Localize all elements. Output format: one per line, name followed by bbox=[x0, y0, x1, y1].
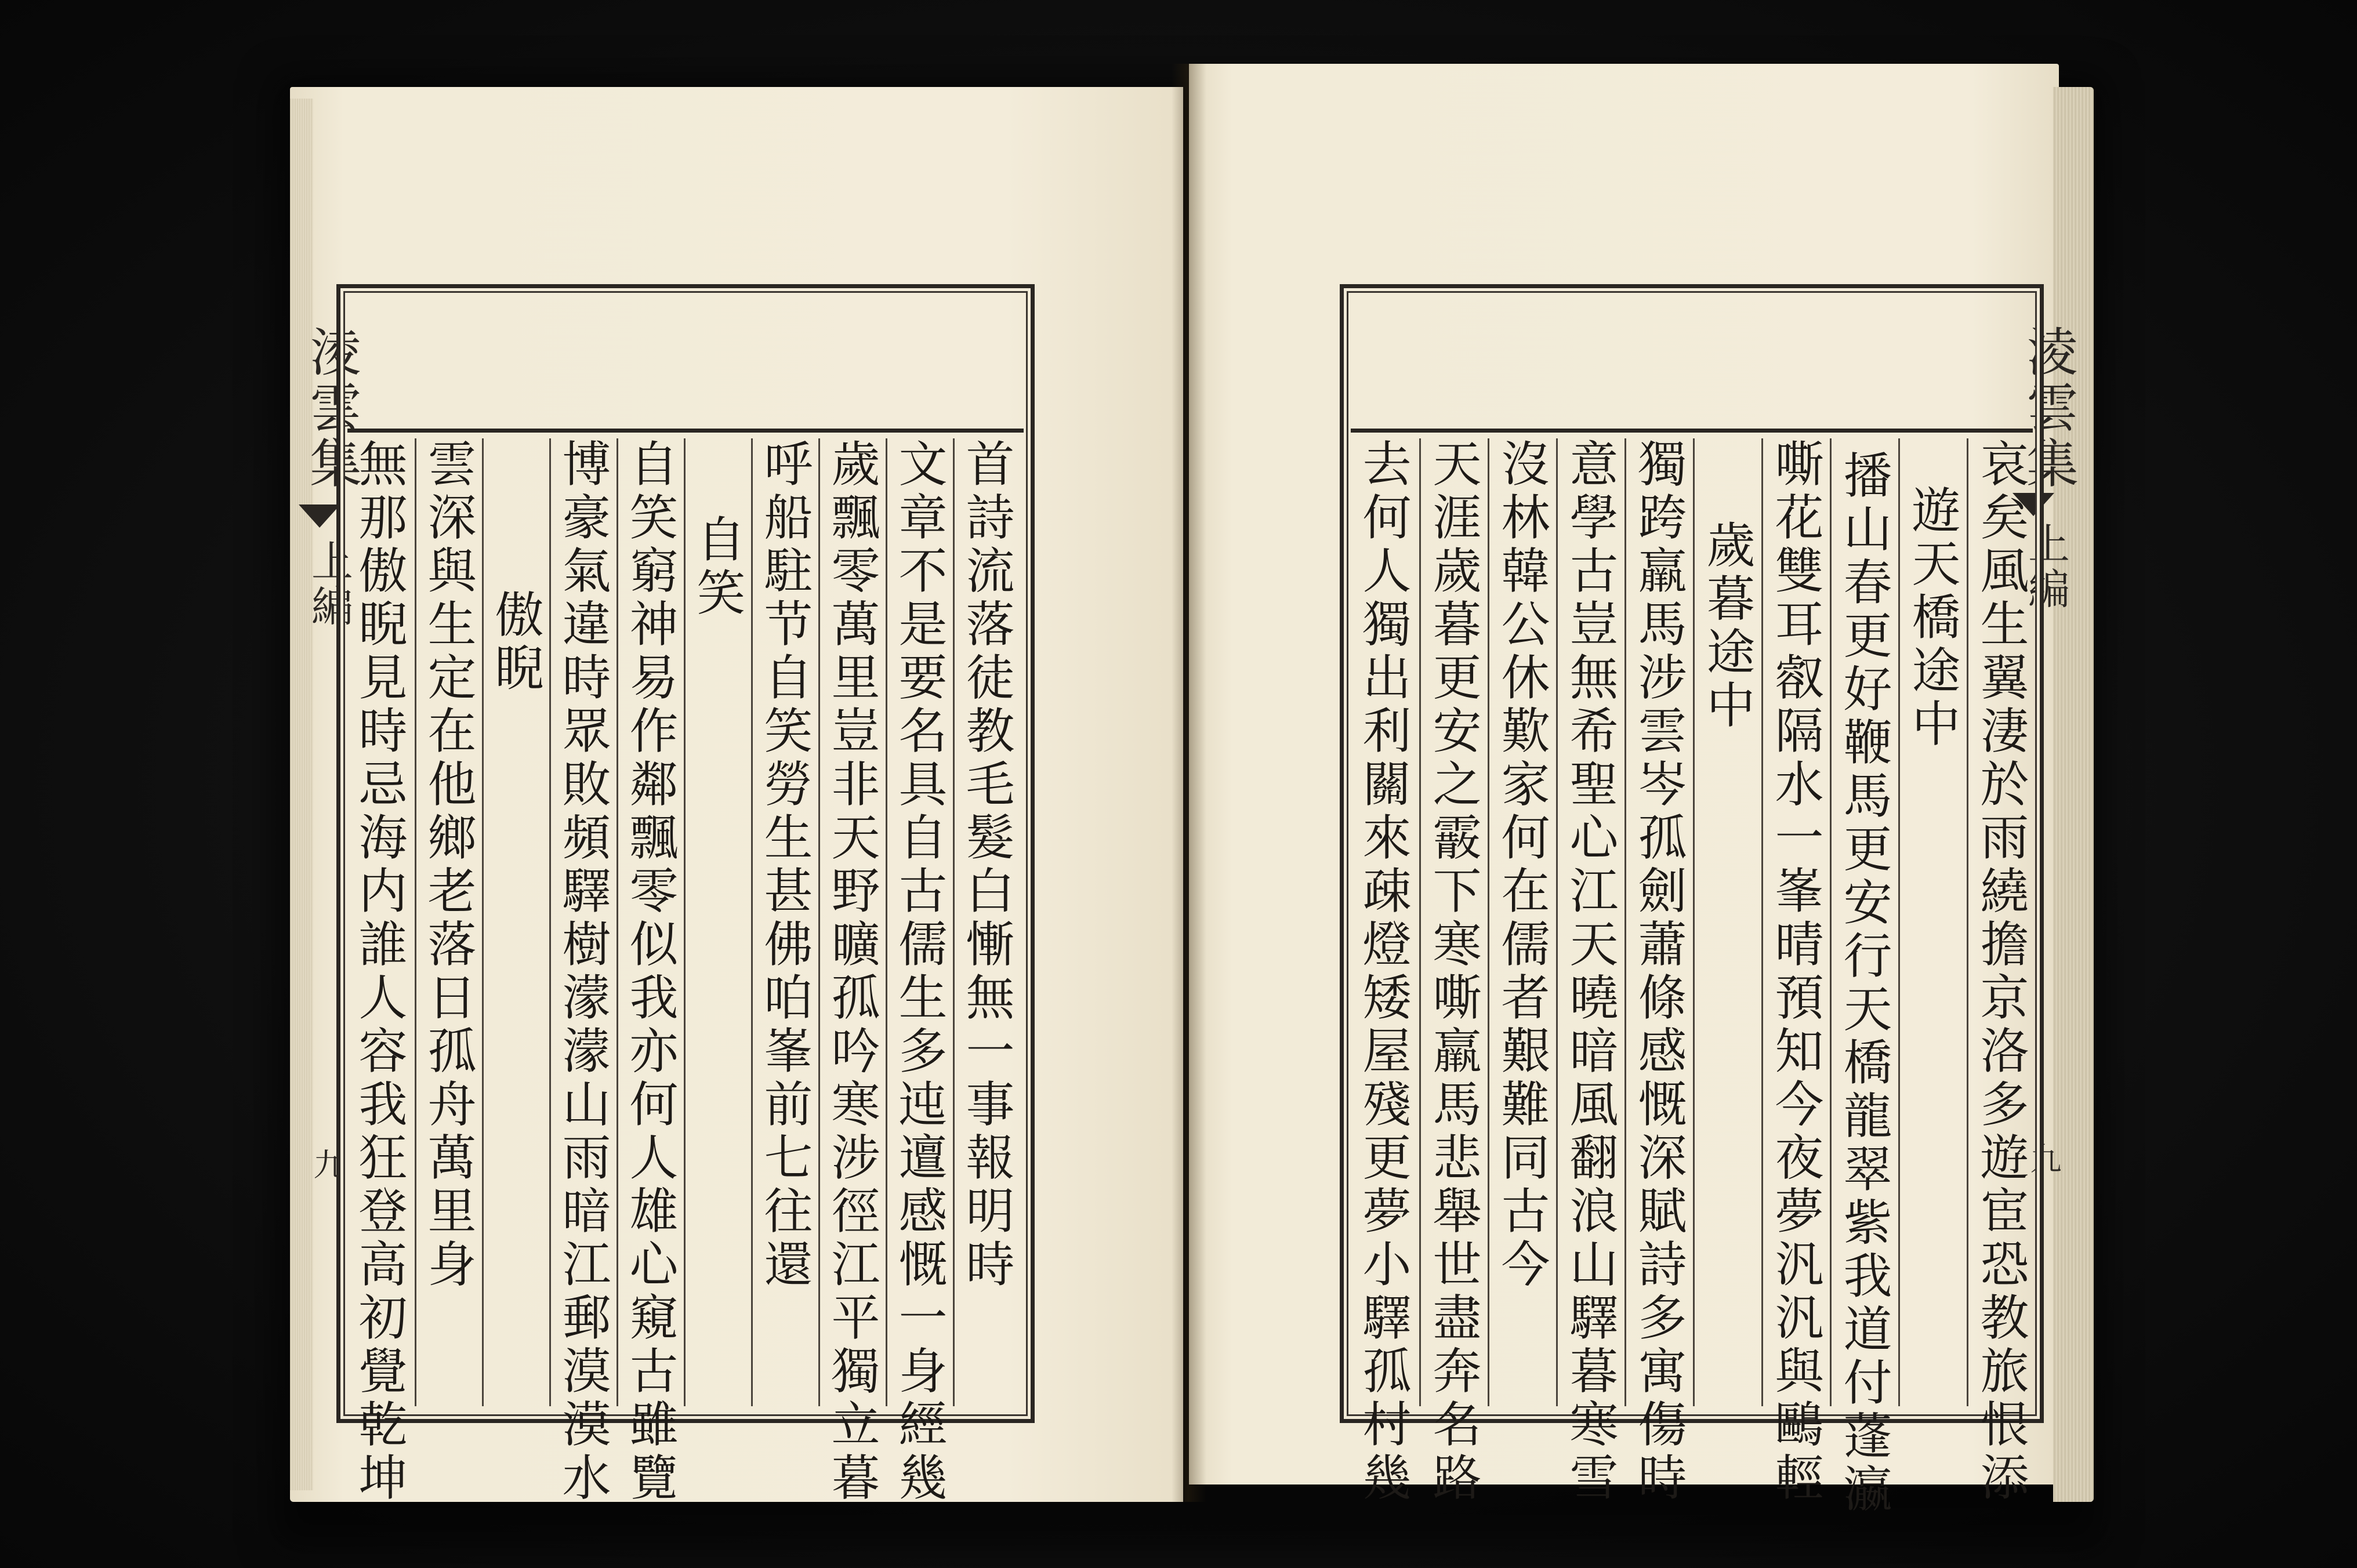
left-column-text: 博豪氣違時眾敗頻驛樹濛濛山雨暗江郵漠漠水 bbox=[554, 438, 611, 1505]
left-column bbox=[953, 438, 1018, 1406]
left-column bbox=[751, 438, 817, 1406]
right-column-text: 獨跨羸馬涉雲岑孤劍蕭條感慨深賦詩多寓傷時 bbox=[1630, 438, 1687, 1505]
right-column-text: 沒林韓公休歎家何在儒者艱難同古今 bbox=[1493, 438, 1550, 1292]
right-section-label-text: 上編 bbox=[2021, 522, 2070, 612]
left-column bbox=[617, 438, 682, 1505]
right-column-text: 哀矣風生翼淒於雨繞擔京洛多遊宦恐教旅恨添 bbox=[1972, 438, 2029, 1505]
left-column bbox=[549, 438, 615, 1505]
left-column-text: 歲飄零萬里豈非天野曠孤吟寒涉徑江平獨立暮 bbox=[824, 438, 880, 1505]
right-column-text: 播山春更好鞭馬更安行天橋龍翠紫我道付蓬瀛 bbox=[1836, 450, 1892, 1517]
left-column-text: 自笑窮神易作鄰飄零似我亦何人雄心窺古雖覽 bbox=[622, 438, 679, 1505]
right-page-edges bbox=[2053, 87, 2094, 1502]
right-column bbox=[1351, 438, 1416, 1505]
left-column-text: 呼船駐节自笑勞生甚佛㕷峯前七往還 bbox=[756, 438, 813, 1292]
left-column bbox=[818, 438, 884, 1505]
right-column-text: 嘶花雙耳㕡隔水一峯晴預知今夜夢汎汎與鷗輕 bbox=[1767, 438, 1824, 1505]
right-column bbox=[1624, 438, 1691, 1505]
right-column-text: 去何人獨出利關來疎燈矮屋殘更夢小驛孤村幾 bbox=[1355, 438, 1412, 1505]
right-text-frame bbox=[1340, 284, 2044, 1517]
right-column bbox=[1419, 438, 1486, 1505]
left-column bbox=[415, 438, 480, 1406]
right-column bbox=[1761, 438, 1828, 1505]
left-column bbox=[886, 438, 951, 1505]
left-page-edges bbox=[290, 99, 313, 1490]
left-column bbox=[347, 438, 411, 1505]
right-column-text: 天涯歲暮更安之霰下寒嘶羸馬悲舉世盡奔名路 bbox=[1425, 438, 1482, 1505]
right-column-text: 意學古豈無希聖心江天曉暗風翻浪山驛暮寒雪 bbox=[1562, 438, 1619, 1505]
right-column bbox=[1488, 438, 1554, 1406]
right-header-band bbox=[1351, 295, 2033, 433]
right-column-text: 歲暮途中 bbox=[1699, 520, 1756, 733]
left-column-text: 首詩流落徒教毛髮白慚無一事報明時 bbox=[958, 438, 1015, 1292]
left-fishtail-mark bbox=[299, 504, 340, 528]
left-column bbox=[684, 438, 749, 1406]
right-column bbox=[1693, 438, 1760, 1406]
left-fore-edge-title-text: 淩雲集 bbox=[300, 325, 361, 492]
left-column-text: 自笑 bbox=[689, 514, 746, 620]
right-column bbox=[1967, 438, 2033, 1505]
left-text-frame bbox=[336, 284, 1035, 1505]
book-gutter bbox=[1172, 64, 1206, 1502]
right-text-body bbox=[1351, 433, 2033, 1517]
left-column-text: 傲睨 bbox=[487, 589, 544, 696]
left-folio-text: 九 bbox=[309, 1148, 345, 1179]
left-column-text: 文章不是要名具自古儒生多迍邅感慨一身經幾 bbox=[891, 438, 948, 1505]
right-column-text: 遊天橋途中 bbox=[1904, 485, 1961, 752]
left-column-text: 無那傲睨見時忌海内誰人容我狂登高初覺乾坤 bbox=[351, 438, 408, 1505]
left-header-band bbox=[347, 295, 1024, 433]
right-folio-text: 九 bbox=[2025, 1142, 2062, 1174]
left-column bbox=[482, 438, 547, 1406]
right-column bbox=[1898, 438, 1965, 1406]
left-text-body bbox=[347, 433, 1024, 1505]
right-fore-edge-title-text: 淩雲集 bbox=[2017, 325, 2078, 492]
right-column bbox=[1830, 438, 1897, 1517]
left-column-text: 雲深與生定在他鄉老落日孤舟萬里身 bbox=[420, 438, 477, 1292]
right-column bbox=[1556, 438, 1623, 1505]
left-section-label-text: 上編 bbox=[304, 539, 353, 630]
